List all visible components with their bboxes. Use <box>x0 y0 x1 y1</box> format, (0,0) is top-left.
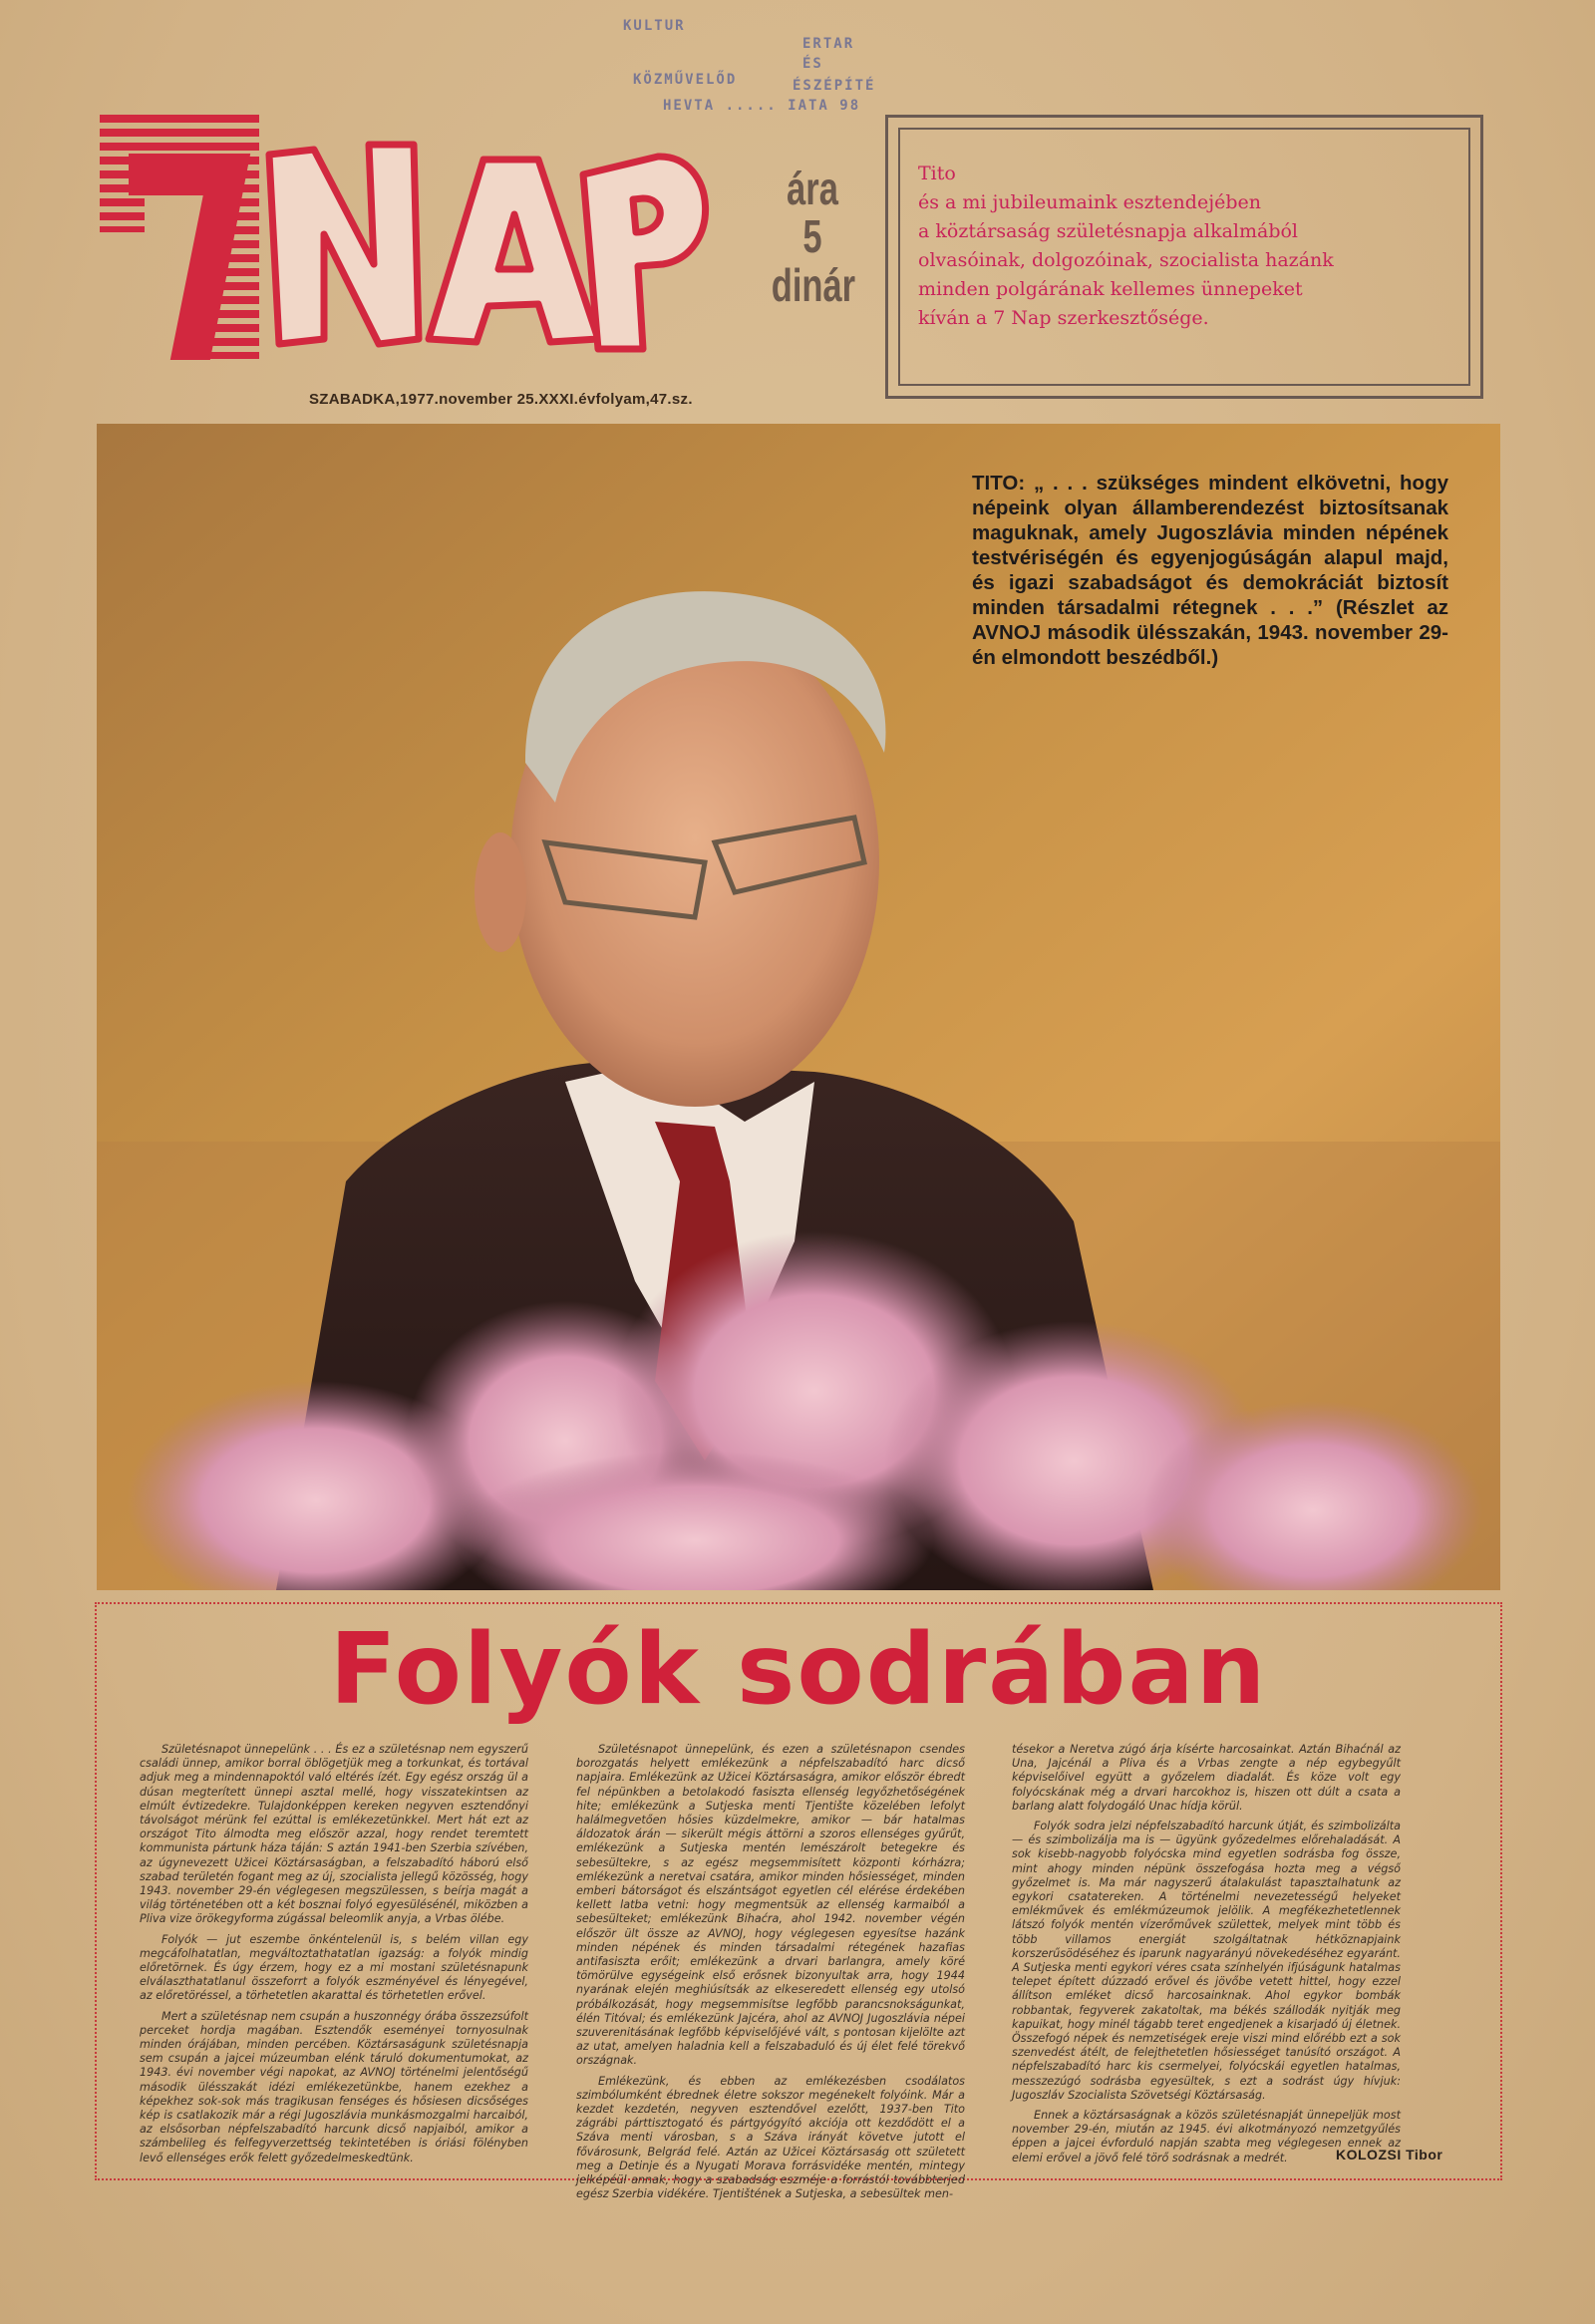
price-amount: 5 <box>802 210 822 263</box>
article-author: KOLOZSI Tibor <box>1336 2147 1443 2162</box>
article-paragraph: Születésnapot ünnepelünk, és ezen a születésnapon csendes borozgatás helyett emlékezünk a népfelszabadító harc dicső napjaira. Emlékezünk az Užicei Köztársaságra, amikor először ébredt fel népünkben a betolakodó fasiszta ellenség legyőzhetőségének hite; emlékezünk a Sutjeska menti Tjentište közelében lefolyt halálmegvetően hősies küzdelmekre, amikor — bár hatalmas áldozatok árán — sikerült mégis áttörni a szoros ellenséges gyűrűt, emlékezünk a Sutjeska mentén lemészárolt betegekre és sebesültekre, s az egész megsemmisített központi kórházra; emlékezünk a neretvai csatára, amikor minden hősiességet, minden emberi bátorságot és elszántságot egyetlen cél elérése érdekében kellett latba vetni: hogy megmentsük az ellenség karmaiból a sebesülteket; emlékezünk Bihaćra, ahol 1942. november végén először ült össze az AVNOJ, hogy véglegesen egyesítse hazánk minden népének és minden társadalmi rétegének hazafias antifasiszta erőit; emlékezünk a drvari barlangra, amely köré tömörülve egységeink első erősnek bizonyultak arra, hogy 1944 nyarának elején meghiúsítsák az elkeseredett ellenség egy utolsó próbálkozását, hogy megsemmisítse legfőbb parancsnokságunkat, élén Titóval; és emlékezünk Jajcéra, ahol az AVNOJ Jugoszlávia népei szuverenitásának legfőbb képviselőjévé vált, s pontosan kijelölte azt az utat, amelyen haladnia kell a felszabaduló és új élet felé törekvő országnak. <box>576 1743 965 2068</box>
article-paragraph: Születésnapot ünnepelünk . . . És ez a születésnap nem egyszerű családi ünnep, amikor borral öblögetjük meg a torkunkat, és tortával adjuk meg a mindennapoktól való eltérés ízét. Egy egész ország ül a dúsan megterített ünnepi asztal mellé, hogy visszatekintsen az elmúlt évtizedekre. Tulajdonképpen kereken negyven esztendőnyi távolságot mérünk fel ezúttal is emlékezetünkkel. Mert hát ezt az országot Tito álmodta meg először azzal, hogy rendet teremtett kommunista pártunk háza táján: S aztán 1941-ben Szerbia szívében, az úgynevezett Užicei Köztársaságban, a felszabadító háború első szabad területén fogant meg az új, szocialista jellegű közösség, hogy 1943. november 29-én véglegesen megszülessen, s beírja magát a világ történetében ott a két bosznai folyó egyesülésénél, miközben a Pliva vize örökegyforma zúgással beleomlik anyja, a Vrbas ölébe. <box>140 1743 528 1926</box>
article-column-2 <box>576 1743 965 2208</box>
stamp-line: KÖZMŰVELŐD <box>633 72 738 88</box>
price-label: ára <box>787 163 838 214</box>
tito-quote: TITO: „ . . . szükséges mindent elkövetni, hogy népeink olyan államberendezést biztosítsanak maguknak, amely Jugoszlávia minden népének testvériségén és egyenjogúságán alapul majd, és igazi szabadságot és demokráciát biztosít minden társadalmi rétegnek . . .” (Részlet az AVNOJ második ülésszakán, 1943. november 29-én elmondott beszédből.) <box>972 472 1448 669</box>
stamp-line: ÉSZÉPÍTÉ <box>793 78 876 94</box>
greeting-line: Tito <box>918 163 956 184</box>
article-paragraph: tésekor a Neretva zúgó árja kísérte harcosainkat. Aztán Bihaćnál az Una, Jajcénál a Pliva és a Vrbas zengte a nép egybegyűlt képviselőivel együtt a győzelem diadalát. És köze volt egy folyócskának még a drvari harcokhoz is, hiszen ott dúlt a csata a barlang alatt folydogáló Unac hídja körül. <box>1012 1743 1401 1813</box>
greeting-line: és a mi jubileumaink esztendejében <box>918 191 1261 213</box>
masthead-logo <box>100 115 718 384</box>
article-paragraph: Emlékezünk, és ebben az emlékezésben csodálatos szimbólumként ébrednek életre sokszor megénekelt folyóink. Már a kezdet kezdetén, negyven esztendővel ezelőtt, 1937-ben Tito zágrábi párttisztogató és pártgyógyító akciója ott kezdődött el a Száva menti városban, s a Száva irányát követve jutott el fővárosunk, Belgrád felé. Aztán az Užicei Köztársaság ott született meg a Detinje és a Nyugati Morava forrásvidéke mentén, mintegy jelképéül annak, hogy a szabadság eszméje a forrástól továbbterjed egész Szerbia vidékére. Tjentištének a Sutjeska, a sebesültek men- <box>576 2074 965 2201</box>
stamp-line: ÉS <box>802 56 823 72</box>
greeting-line: a köztársaság születésnapja alkalmából <box>918 220 1299 242</box>
greeting-line: kíván a 7 Nap szerkesztősége. <box>918 307 1209 329</box>
stamp-line: HEVTA ..... IATA 98 <box>663 98 861 114</box>
price-block <box>758 165 867 309</box>
article-column-3 <box>1012 1743 1401 2171</box>
stamp-line: ERTAR <box>802 36 855 52</box>
price-currency: dinár <box>771 258 856 311</box>
stamp-line: KULTUR <box>623 18 686 34</box>
logo-nap-letters <box>269 145 706 349</box>
article-paragraph: Mert a születésnap nem csupán a huszonnégy órába összezsúfolt perceket hordja magában. Esztendők eseményei tornyosulnak minden órájában, minden percében. Köztársaságunk születésnapja sem csupán a jajcei múzeumban elénk táruló dokumentumokat, az 1943. évi november végi napokat, az AVNOJ történelmi jelentőségű második ülésszakát idézi emlékezetünkbe, hanem ezekhez a képekhez sok-sok más tragikusan fenséges és hősiesen dicsőséges kép is csatlakozik már a régi Jugoszlávia munkásmozgalmi harcaiból, az elsősorban népfelszabadító harcunk dicső napjaiból, amikor a számbelileg és felfegyverzettség tekintetében is óriási fölényben levő ellenséges erők felett győzedelmeskedtünk. <box>140 2009 528 2164</box>
article-column-1 <box>140 1743 528 2171</box>
greeting-line: minden polgárának kellemes ünnepeket <box>918 278 1303 300</box>
logo-letter-a <box>429 160 598 342</box>
article-paragraph: Folyók sodra jelzi népfelszabadító harcunk útját, és szimbolizálta — és szimbolizálja ma is — ügyünk győzedelmes előrehaladását. A sok kisebb-nagyobb folyócska mind egyetlen sodrásba fog össze, mint ahogy minden népünk összefogása hozta meg a végső győzelmet is. Ma már nagyszerű átalakulást tapasztalhatunk az egykori csatatereken. A történelmi nevezetességű helyeket emlékművek és emlékmúzeumok jelölik. A megfékezhetetlennek látszó folyók mentén vízerőművek születtek, melyek mint több és több villamos energiát szolgáltatnak hétköznapjaink korszerűsödéséhez és iparunk nagyarányú növekedéséhez egyaránt. A Sutjeska menti egykori véres csata színhelyén ifjúságunk hatalmas telepet épített dúzzadó erővel és jövőbe vetett hittel, hogy ezzel állítson emléket dicső harcosainknak. Ahol egykor bombák robbantak, fegyverek zakatoltak, ma békés szállodák nyitják meg kapuikat, hogy minél tágabb teret engedjenek a kisarjadó új életnek. Összefogó népek és nemzetiségek ereje viszi mind előrébb ezt a sok szenvedést átélt, de felejthetetlen hősiességet tanúsító országot. A népfelszabadító harc kis csermelyei, folyócskái egyetlen hatalmas, messzezúgó sodrásba egyesültek, s ezt a sodrást úgy hívjuk: Jugoszláv Szocialista Szövetségi Köztársaság. <box>1012 1820 1401 2102</box>
article-paragraph: Ennek a köztársaságnak a közös születésnapját ünnepeljük most november 29-én, miután az 1945. évi alkotmányozó nemzetgyűlés éppen a jajcei évforduló napján szabta meg véglegesen ennek az elemi erővel a jövő felé törő sodrásnak a medrét. <box>1012 2109 1401 2164</box>
ear-shape <box>475 832 526 952</box>
article-paragraph: Folyók — jut eszembe önkéntelenül is, s belém villan egy megcáfolhatatlan, megváltoztathatatlan igazság: a folyók mindig előretörnek. És úgy érzem, hogy ez a mi mostani születésnapunk elválaszthatatlanul összeforrt a folyók eszményével és lényegével, az előretöréssel, a törhetetlen akarattal és törhetetlen erővel. <box>140 1932 528 2003</box>
article-headline: Folyók sodrában <box>329 1613 1268 1727</box>
greeting-line: olvasóinak, dolgozóinak, szocialista hazánk <box>918 249 1334 271</box>
greeting-box <box>885 115 1483 399</box>
logo-letter-p <box>583 157 706 349</box>
logo-letter-n <box>269 145 419 344</box>
dateline: SZABADKA,1977.november 25.XXXI.évfolyam,47.sz. <box>309 391 693 408</box>
library-stamp <box>603 12 892 122</box>
greeting-text <box>918 160 1460 333</box>
